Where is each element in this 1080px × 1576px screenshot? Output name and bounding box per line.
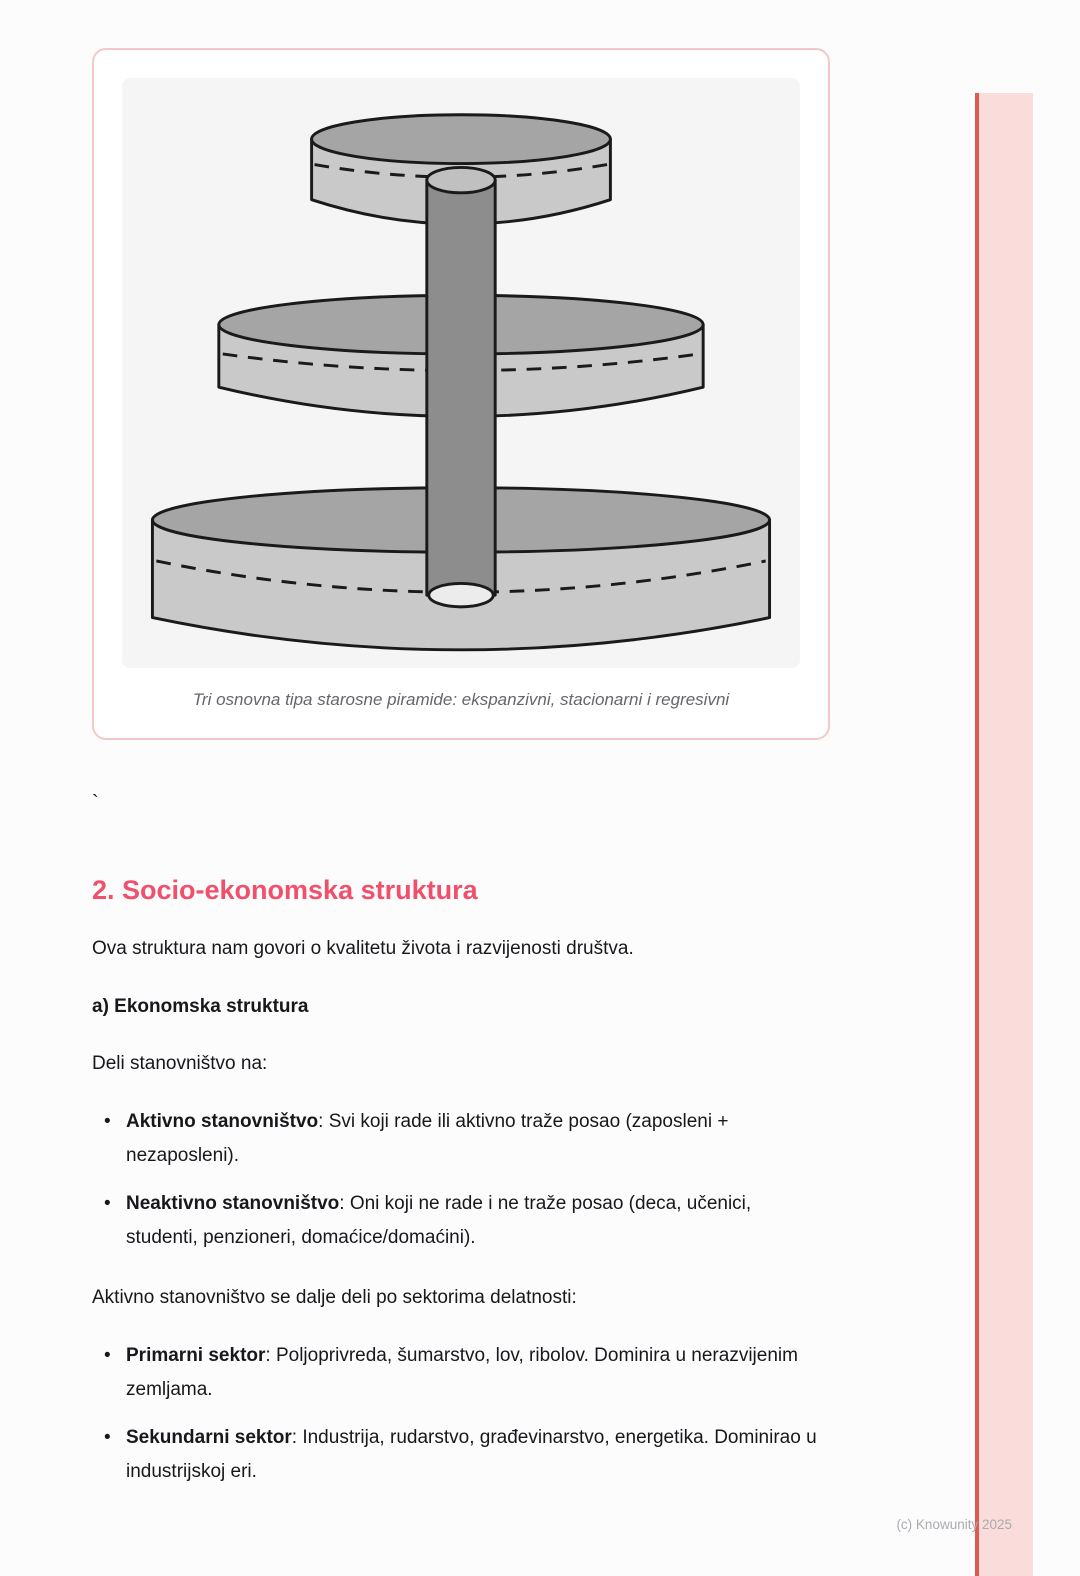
stray-backtick: `: [92, 792, 99, 814]
list-term: Sekundarni sektor: [126, 1427, 292, 1449]
intro-paragraph: Ova struktura nam govori o kvalitetu života i razvijenosti društva.: [92, 938, 634, 960]
sectors-list: [92, 1339, 828, 1490]
subheading: a) Ekonomska struktura: [92, 995, 309, 1017]
section-heading: 2. Socio-ekonomska struktura: [92, 875, 478, 905]
list-item: [92, 1105, 828, 1173]
article-body: [92, 874, 828, 1490]
copyright-watermark: (c) Knowunity 2025: [896, 1517, 1012, 1532]
tiered-disks-icon: [129, 92, 793, 654]
list-term: Primarni sektor: [126, 1344, 266, 1366]
figure-caption: Tri osnovna tipa starosne piramide: ekspanzivni, stacionarni i regresivni: [192, 690, 730, 709]
figure-card: [92, 48, 830, 740]
list-desc: : Svi koji rade ili aktivno traže posao (zaposleni + nezaposleni).: [126, 1110, 729, 1166]
list-item: [92, 1421, 828, 1489]
lead-paragraph-1: Deli stanovništvo na:: [92, 1053, 268, 1075]
pyramid-illustration: [122, 78, 800, 668]
population-types-list: [92, 1105, 828, 1256]
list-term: Aktivno stanovništvo: [126, 1110, 319, 1132]
decorative-right-stripe: [975, 93, 1033, 1576]
list-desc: : Poljoprivreda, šumarstvo, lov, ribolov. Dominira u nerazvijenim zemljama.: [126, 1344, 798, 1401]
list-term: Neaktivno stanovništvo: [126, 1193, 340, 1215]
lead-paragraph-2: Aktivno stanovništvo se dalje deli po sektorima delatnosti:: [92, 1287, 577, 1309]
list-item: [92, 1187, 828, 1255]
list-desc: : Oni koji ne rade i ne traže posao (deca, učenici, studenti, penzioneri, domaćice/domaćini).: [126, 1193, 752, 1249]
list-item: [92, 1339, 828, 1407]
list-desc: : Industrija, rudarstvo, građevinarstvo, energetika. Dominirao u industrijskoj eri.: [126, 1427, 817, 1483]
